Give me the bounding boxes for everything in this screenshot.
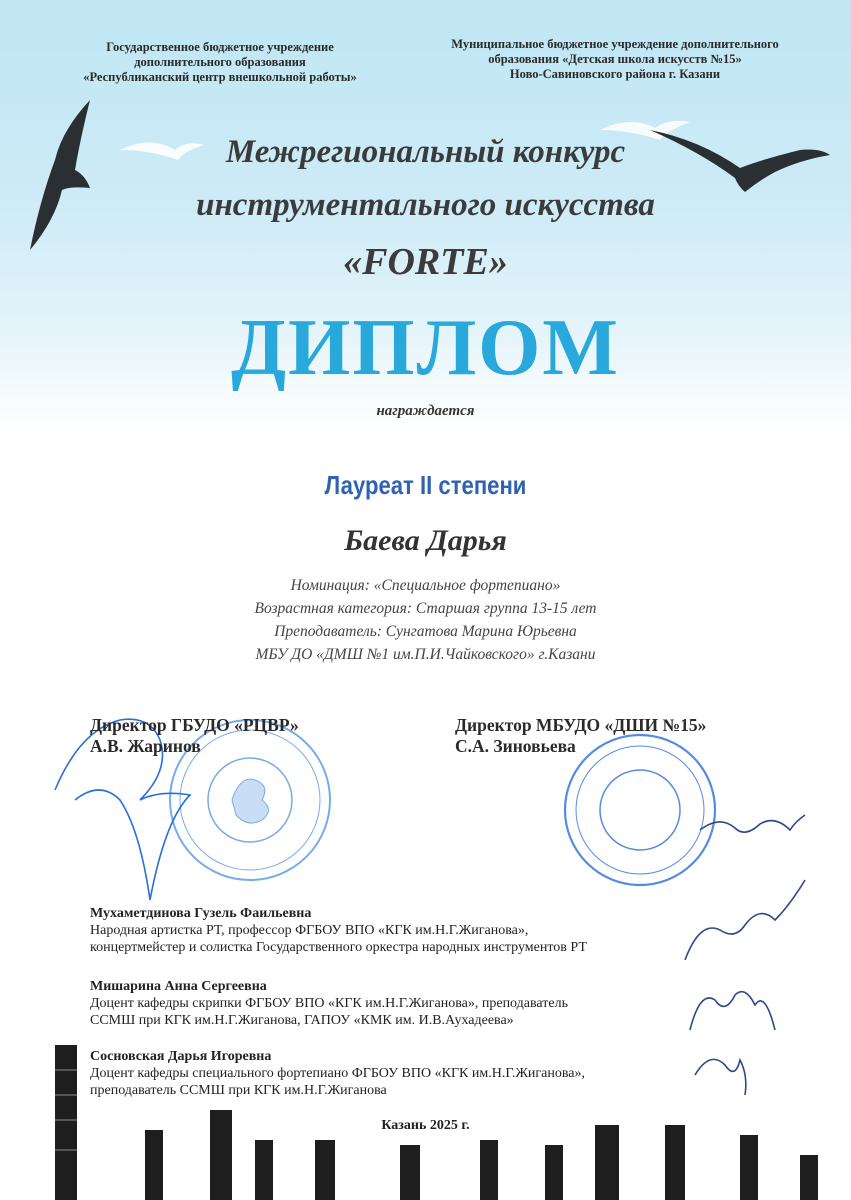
detail-age-category: Возрастная категория: Старшая группа 13-15 лет [254, 600, 597, 617]
header-left-line: Государственное бюджетное учреждение [106, 40, 334, 54]
city-year: Казань 2025 г. [381, 1118, 470, 1133]
director-right [455, 715, 706, 757]
jury-member-description: Народная артистка РТ, профессор ФГБОУ ВПО «КГК им.Н.Г.Жиганова», [90, 923, 529, 938]
jury-member-description: преподаватель ССМШ при КГК им.Н.Г.Жиганова [90, 1083, 387, 1098]
awarded-text: награждается [376, 403, 475, 419]
jury-member-name: Сосновская Дарья Игоревна [90, 1049, 272, 1064]
jury-member-description: Доцент кафедры скрипки ФГБОУ ВПО «КГК им.Н.Г.Жиганова», преподаватель [90, 996, 568, 1011]
director-left-name: А.В. Жаринов [90, 736, 201, 756]
director-right-name: С.А. Зиновьева [455, 736, 576, 756]
header-left-line: «Республиканский центр внешкольной работы» [83, 70, 357, 84]
header-right-line: образования «Детская школа искусств №15» [488, 52, 742, 66]
contest-title-line3: «FORTE» [343, 241, 508, 283]
director-left-title: Директор ГБУДО «РЦВР» [90, 715, 299, 735]
jury-member-3 [90, 1048, 710, 1099]
header-right-organization [415, 37, 815, 82]
director-right-title: Директор МБУДО «ДШИ №15» [455, 715, 707, 735]
jury-member-description: ССМШ при КГК им.Н.Г.Жиганова, ГАПОУ «КМК им. И.В.Аухадеева» [90, 1013, 514, 1028]
signature-director-right [700, 815, 805, 832]
recipient-name: Баева Дарья [344, 524, 507, 557]
jury-member-1 [90, 905, 710, 956]
jury-member-name: Мишарина Анна Сергеевна [90, 979, 267, 994]
contest-title-line2: инструментального искусства [196, 187, 655, 223]
stamp-right [565, 735, 715, 885]
header-right-line: Муниципальное бюджетное учреждение дополнительного [451, 37, 779, 51]
header-left-organization [40, 40, 400, 85]
detail-school: МБУ ДО «ДМШ №1 им.П.И.Чайковского» г.Казани [255, 646, 596, 663]
director-left [90, 715, 299, 757]
header-right-line: Ново-Савиновского района г. Казани [509, 67, 721, 81]
contest-title-line1: Межрегиональный конкурс [225, 134, 626, 170]
jury-member-description: концертмейстер и солистка Государственного оркестра народных инструментов РТ [90, 940, 587, 955]
detail-teacher: Преподаватель: Сунгатова Марина Юрьевна [274, 623, 577, 640]
seagull-left-icon [30, 100, 90, 250]
detail-nomination: Номинация: «Специальное фортепиано» [290, 577, 561, 594]
jury-member-2 [90, 978, 710, 1029]
jury-member-name: Мухаметдинова Гузель Фаильевна [90, 906, 312, 921]
jury-member-description: Доцент кафедры специального фортепиано ФГБОУ ВПО «КГК им.Н.Г.Жиганова», [90, 1066, 585, 1081]
header-left-line: дополнительного образования [134, 55, 306, 69]
document-title: ДИПЛОМ [231, 304, 620, 392]
award-degree: Лауреат II степени [324, 470, 527, 500]
